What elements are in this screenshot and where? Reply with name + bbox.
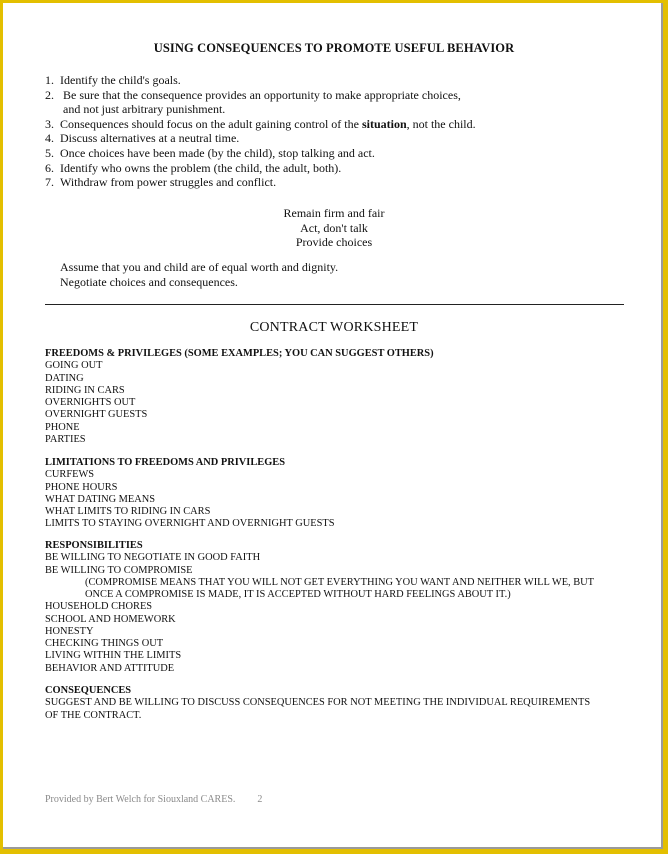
worksheet-title: CONTRACT WORKSHEET	[249, 320, 419, 335]
footer-credit: Provided by Bert Welch for Siouxland CARES.	[45, 794, 236, 805]
list-item: 7. Withdraw from power struggles and conflict.	[45, 175, 277, 190]
list-item: RIDING IN CARS	[45, 384, 125, 396]
list-item: 5. Once choices have been made (by the child), stop talking and act.	[45, 145, 375, 160]
section-heading: CONSEQUENCES	[45, 685, 132, 696]
list-item: BEHAVIOR AND ATTITUDE	[45, 662, 175, 674]
document-title: USING CONSEQUENCES TO PROMOTE USEFUL BEHAVIOR	[153, 41, 515, 55]
section-heading: FREEDOMS & PRIVILEGES (SOME EXAMPLES; YOU CAN SUGGEST OTHERS)	[45, 348, 434, 359]
note-line: ONCE A COMPROMISE IS MADE, IT IS ACCEPTED WITHOUT HARD FEELINGS ABOUT IT.)	[85, 589, 511, 600]
paragraph-line: SUGGEST AND BE WILLING TO DISCUSS CONSEQUENCES FOR NOT MEETING THE INDIVIDUAL REQUIREMENTS	[45, 697, 591, 709]
list-item: 3. Consequences should focus on the adult gaining control of the situation, not the child.	[45, 116, 476, 131]
list-item: PHONE HOURS	[45, 481, 118, 493]
list-item-continuation: and not just arbitrary punishment.	[63, 102, 226, 117]
list-item: CURFEWS	[45, 469, 95, 481]
principles-block	[60, 260, 338, 290]
list-item: 4. Discuss alternatives at a neutral time.	[45, 131, 240, 146]
list-item: CHECKING THINGS OUT	[45, 638, 164, 649]
emphasis-text: situation	[361, 116, 407, 131]
list-item: BE WILLING TO COMPROMISE	[45, 564, 193, 576]
note-line: (COMPROMISE MEANS THAT YOU WILL NOT GET EVERYTHING YOU WANT AND NEITHER WILL WE, BUT	[85, 576, 595, 588]
list-item: OVERNIGHT GUESTS	[45, 409, 148, 421]
list-item: GOING OUT	[45, 360, 103, 372]
list-item: PHONE	[45, 421, 80, 433]
limitations-section	[45, 457, 335, 531]
list-item: SCHOOL AND HOMEWORK	[45, 613, 176, 625]
responsibilities-section	[45, 540, 594, 675]
list-item: HOUSEHOLD CHORES	[45, 601, 153, 613]
freedoms-section	[45, 348, 434, 446]
page-footer	[45, 794, 262, 805]
motto-line: Provide choices	[295, 235, 373, 250]
paragraph-line: OF THE CONTRACT.	[45, 709, 142, 721]
consequences-section	[45, 685, 590, 722]
list-item: 6. Identify who owns the problem (the child, the adult, both).	[45, 160, 342, 175]
list-item: LIMITS TO STAYING OVERNIGHT AND OVERNIGHT GUESTS	[45, 518, 335, 530]
list-item: HONESTY	[45, 625, 94, 637]
principle-line: Assume that you and child are of equal worth and dignity.	[60, 260, 339, 274]
list-item: DATING	[45, 372, 84, 384]
list-item: WHAT LIMITS TO RIDING IN CARS	[45, 506, 211, 517]
page-number: 2	[257, 794, 263, 805]
list-item: 1. Identify the child's goals.	[45, 73, 181, 87]
guidelines-list	[45, 73, 476, 190]
list-item: OVERNIGHTS OUT	[45, 397, 136, 408]
motto-line: Act, don't talk	[300, 220, 368, 235]
list-item: 2. Be sure that the consequence provides an opportunity to make appropriate choices,	[45, 87, 461, 102]
list-item: BE WILLING TO NEGOTIATE IN GOOD FAITH	[45, 552, 261, 564]
list-item: PARTIES	[45, 433, 86, 445]
section-heading: LIMITATIONS TO FREEDOMS AND PRIVILEGES	[45, 457, 285, 468]
principle-line: Negotiate choices and consequences.	[60, 274, 238, 289]
list-item: LIVING WITHIN THE LIMITS	[45, 650, 182, 662]
section-divider	[45, 304, 624, 305]
list-item: WHAT DATING MEANS	[45, 493, 156, 505]
section-heading: RESPONSIBILITIES	[45, 540, 143, 551]
motto-block	[0, 206, 668, 250]
motto-line: Remain firm and fair	[283, 206, 385, 220]
